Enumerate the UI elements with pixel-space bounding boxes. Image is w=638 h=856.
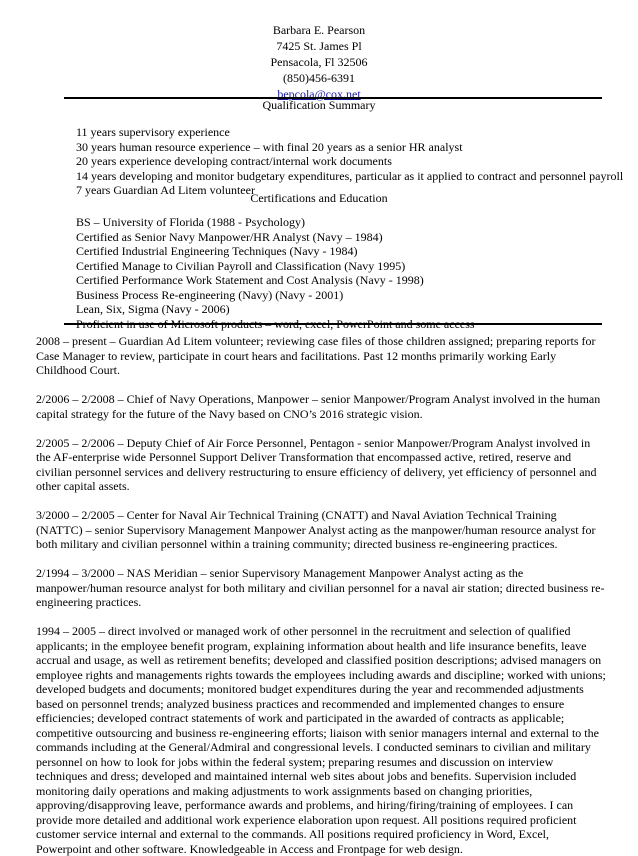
experience-entry: 2/1994 – 3/2000 – NAS Meridian – senior Supervisory Management Manpower Analyst acting as the manpower/human resource analyst for both military and civilian personnel for a naval air station; directed business re-engineering practices. xyxy=(36,566,605,609)
certifications-list xyxy=(76,215,475,331)
phone-number: (850)456-6391 xyxy=(283,71,355,85)
qualification-list xyxy=(76,125,623,198)
list-item: Certified Performance Work Statement and Cost Analysis (Navy - 1998) xyxy=(76,273,424,287)
experience-entry: 1994 – 2005 – direct involved or managed work of other personnel in the recruitment and selection of qualified applicants; in the employee benefit program, explaining information about health and life insurance benefits, leave accrual and usage, as well as retirement benefits; developed and classified position descriptions; advised managers on employee rights and managements rights towards the employees including awards and discipline; worked with unions; developed budgets and documents; monitored budget expenditures during the year and recommended adjustments based on personnel trends; analyzed business practices and recommended and implemented changes to ensure efficiencies; developed contract statements of work and participated in the awarded of contracts as applicable; competitive outsourcing and business re-engineering efforts; liaison with senior managers internal and external to the commands including at the General/Admiral and congressional levels. I conducted seminars to civilian and military personnel on how to look for jobs within the federal system; preparing resumes and discussion on interview techniques and dress; developed and maintained internal web sites about jobs and benefits. Supervision included monitoring daily operations and making adjustments to work assignments based on changing priorities, approving/disapproving leave, performance awards and problems, and hiring/firing/training of employees. I can provide more detailed and additional work experience elaboration upon request. All positions required proficient customer service internal and external to the commands. All positions required proficiency in Word, Excel, Powerpoint and other software. Knowledgeable in Access and Frontpage for web design. xyxy=(36,624,606,856)
list-item: 7 years Guardian Ad Litem volunteer xyxy=(76,183,255,197)
experience-entry: 2008 – present – Guardian Ad Litem volunteer; reviewing case files of those children assigned; preparing reports for Case Manager to review, participate in court hears and facilitations. Past 12 months primarily working Early Childhood Court. xyxy=(36,334,596,377)
list-item: Business Process Re-engineering (Navy) (Navy - 2001) xyxy=(76,287,344,302)
street-address: 7425 St. James Pl xyxy=(276,39,362,53)
experience-entry: 3/2000 – 2/2005 – Center for Naval Air Technical Training (CNATT) and Naval Aviation Technical Training (NATTC) – senior Supervisory Management Manpower Analyst acting as the manpower/human resource analyst for both military and civilian personnel within a training community; directed business re-engineering practices. xyxy=(36,508,596,551)
list-item: 20 years experience developing contract/internal work documents xyxy=(76,154,392,168)
list-item: Certified Manage to Civilian Payroll and Classification (Navy 1995) xyxy=(76,258,406,273)
experience-entry: 2/2006 – 2/2008 – Chief of Navy Operations, Manpower – senior Manpower/Program Analyst involved in the human capital strategy for the future of the Navy based on CNO’s 2016 strategic vision. xyxy=(36,392,601,421)
city-state-zip: Pensacola, Fl 32506 xyxy=(270,55,368,69)
qualification-summary-heading: Qualification Summary xyxy=(262,98,376,112)
list-item: Certified Industrial Engineering Techniques (Navy - 1984) xyxy=(76,244,358,258)
section-divider xyxy=(64,323,602,325)
email-link[interactable]: bepcola@cox.net xyxy=(277,87,361,101)
list-item: 14 years developing and monitor budgetary expenditures, particular as it applied to contract and personnel payroll xyxy=(76,168,624,183)
list-item: Lean, Six, Sigma (Navy - 2006) xyxy=(76,302,230,316)
experience-section xyxy=(36,334,606,856)
contact-header xyxy=(0,22,638,102)
list-item: Proficient in use of Microsoft products – word, excel, PowerPoint and some access xyxy=(76,316,475,331)
list-item: 11 years supervisory experience xyxy=(76,125,230,139)
list-item: BS – University of Florida (1988 - Psychology) xyxy=(76,215,305,229)
list-item: Certified as Senior Navy Manpower/HR Analyst (Navy – 1984) xyxy=(76,229,383,244)
certifications-heading: Certifications and Education xyxy=(250,191,388,205)
name: Barbara E. Pearson xyxy=(272,23,366,37)
list-item: 30 years human resource experience – with final 20 years as a senior HR analyst xyxy=(76,139,463,154)
experience-entry: 2/2005 – 2/2006 – Deputy Chief of Air Force Personnel, Pentagon - senior Manpower/Program Analyst involved in the AF-enterprise wide Personnel Support Deliver Transformation that encompassed active, retired, reserve and civilian personnel services and delivery restructuring to ensure efficiency of delivery, yet efficiency of personnel and other capital assets. xyxy=(36,435,597,493)
